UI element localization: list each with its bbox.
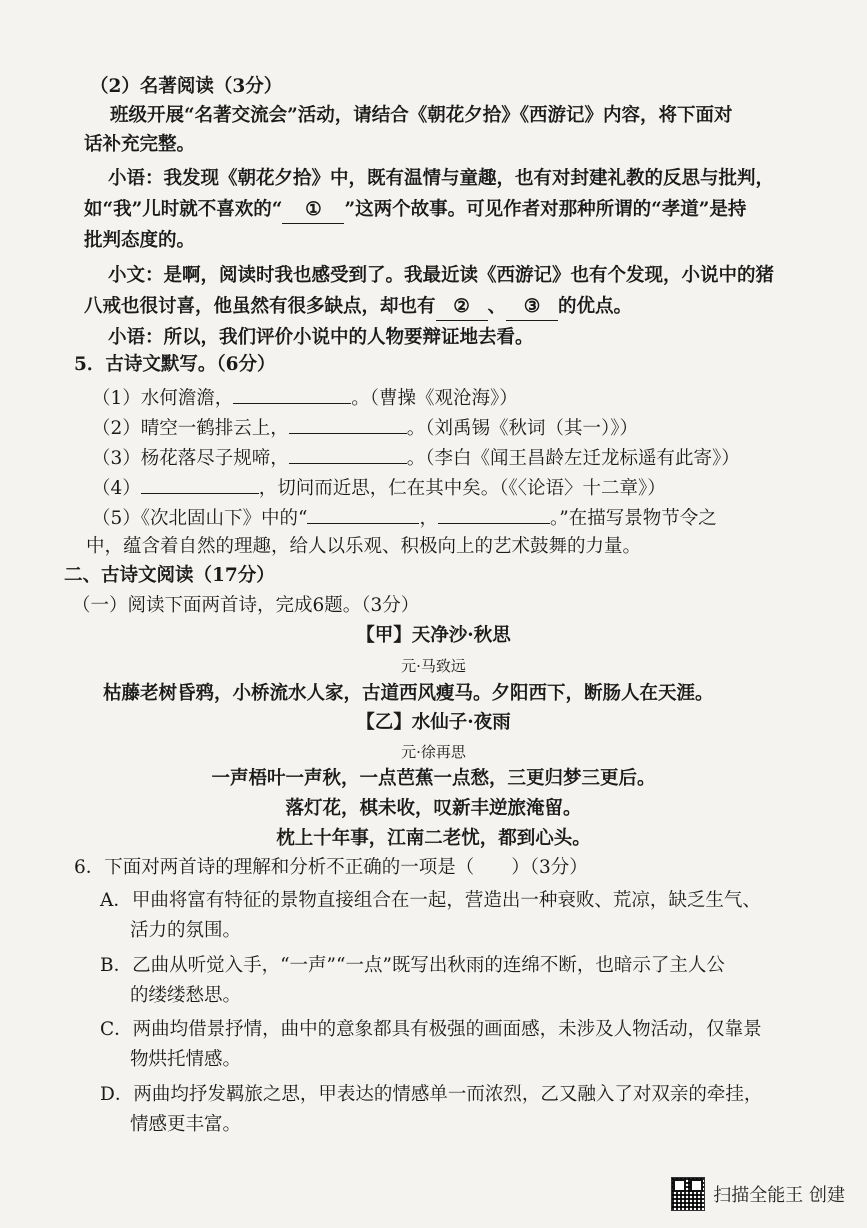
poem-1-line-1: 枯藤老树昏鸦，小桥流水人家，古道西风瘦马。夕阳西下，断肠人在天涯。 [103,683,714,704]
q5-item-3 [0,443,867,472]
q6-option-a[interactable]: A．甲曲将富有特征的景物直接组合在一起，营造出一种衰败、荒凉，缺乏生气、 [100,890,761,911]
poem-2-line-1: 一声梧叶一声秋，一点芭蕉一点愁，三更归梦三更后。 [211,768,656,789]
q5-item-4-source: ，切问而近思，仁在其中矣。（《〈论语〉十二章》） [258,478,666,499]
q5-blank-1[interactable] [233,383,351,404]
q6-option-b[interactable]: B．乙曲从听觉入手，“一声”“一点”既写出秋雨的连绵不断，也暗示了主人公 [100,955,725,976]
answer-blank-1[interactable]: ① [282,197,344,224]
poem-2-line-3: 枕上十年事，江南二老忧，都到心头。 [276,828,591,849]
xiaoyu-line2 [0,197,867,224]
q5-item-4 [0,473,867,502]
q6-option-b-continued: 的缕缕愁思。 [130,985,242,1006]
xiaoyu-line1: 小语：我发现《朝花夕拾》中，既有温情与童趣，也有对封建礼教的反思与批判， [108,168,775,189]
q5-item-5-tail: 。”在描写景物节令之 [550,508,717,529]
section-2-heading: 二、古诗文阅读（17分） [64,565,275,586]
q5-heading: 5．古诗文默写。（6分） [74,354,276,375]
q5-blank-5a[interactable] [307,503,419,524]
answer-blank-3[interactable]: ③ [506,294,558,321]
q6-option-c[interactable]: C．两曲均借景抒情，曲中的意象都具有极强的画面感，未涉及人物活动，仅靠景 [100,1019,762,1040]
xiaowen-line1: 小文：是啊，阅读时我也感受到了。我最近读《西游记》也有个发现，小说中的猪 [108,265,775,286]
xiaoyu-line3: 批判态度的。 [84,230,196,251]
q5-item-3-prefix: （3）杨花落尽子规啼， [92,448,289,469]
poem-1-author: 元·马致远 [401,657,466,675]
q6-option-d-continued: 情感更丰富。 [130,1114,242,1135]
xiaoyu-line2-end: ”这两个故事。可见作者对那种所谓的“孝道”是持 [344,199,747,220]
answer-blank-2[interactable]: ② [436,294,488,321]
qr-code-icon [671,1177,705,1211]
q6-option-d[interactable]: D．两曲均抒发羁旅之思，甲表达的情感单一而浓烈，乙又融入了对双亲的牵挂， [100,1084,763,1105]
q5-item-2-prefix: （2）晴空一鹤排云上， [92,418,289,439]
q5-blank-3[interactable] [289,443,407,464]
poem-2-title: 【乙】水仙子·夜雨 [356,712,511,733]
scanner-watermark [671,1176,845,1212]
q6-stem: 6．下面对两首诗的理解和分析不正确的一项是（ ）（3分） [74,857,588,878]
q5-item-4-prefix: （4） [92,478,141,499]
q5-item-2-source: 。（刘禹锡《秋词（其一）》） [406,418,639,439]
q6-option-c-continued: 物烘托情感。 [130,1049,242,1070]
q4-2-prompt-line2: 话补充完整。 [84,134,196,155]
q5-blank-2[interactable] [289,413,407,434]
q5-blank-4[interactable] [141,473,259,494]
xiaoyu-line2-start: 如“我”儿时就不喜欢的“ [84,199,283,220]
q5-item-1-prefix: （1）水何澹澹， [92,388,234,409]
section-2-subheading: （一）阅读下面两首诗，完成6题。（3分） [72,595,420,616]
q5-item-1 [0,383,867,412]
xiaowen-line2-end: 的优点。 [558,296,633,317]
xiaowen-line2 [0,294,867,321]
q5-item-5-prefix: （5）《次北固山下》中的“ [92,508,308,529]
poem-2-line-2: 落灯花，棋未收，叹新丰逆旅淹留。 [285,798,582,819]
xiaoyu-line4: 小语：所以，我们评价小说中的人物要辩证地去看。 [108,327,534,348]
q5-blank-5b[interactable] [438,503,550,524]
poem-1-title: 【甲】天净沙·秋思 [356,625,511,646]
xiaowen-line2-start: 八戒也很讨喜，他虽然有很多缺点，却也有 [84,296,436,317]
q5-item-5-continued: 中，蕴含着自然的理趣，给人以乐观、积极向上的艺术鼓舞的力量。 [86,536,642,557]
q5-item-3-source: 。（李白《闻王昌龄左迁龙标遥有此寄》） [406,448,740,469]
q6-option-a-continued: 活力的氛围。 [130,920,242,941]
q5-item-2 [0,413,867,442]
poem-2-author: 元·徐再思 [401,743,466,761]
q5-item-5-comma: ， [419,508,438,529]
q4-2-prompt-line1: 班级开展“名著交流会”活动，请结合《朝花夕拾》《西游记》内容，将下面对 [110,105,733,126]
q4-2-heading: （2）名著阅读（3分） [90,76,283,97]
q5-item-5 [0,503,867,532]
q5-item-1-source: 。（曹操《观沧海》） [351,388,518,409]
watermark-text: 扫描全能王 创建 [713,1185,845,1206]
blank-separator: 、 [487,296,507,317]
